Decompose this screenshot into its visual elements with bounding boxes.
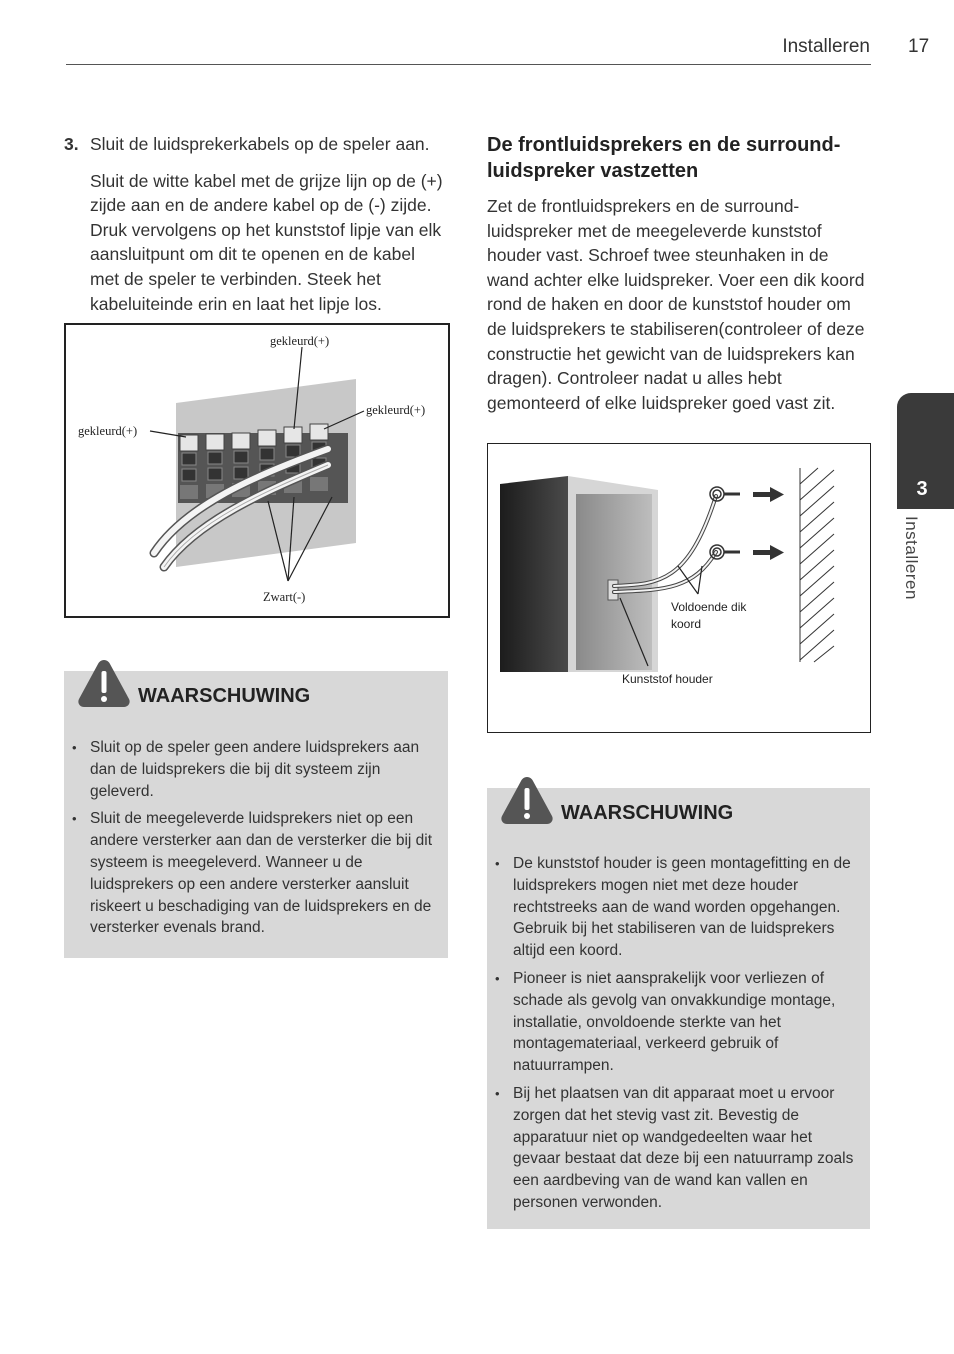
chapter-label: Installeren xyxy=(902,516,921,600)
warning-icon xyxy=(76,657,132,709)
step-3 xyxy=(64,132,448,330)
terminal-illustration xyxy=(66,325,448,616)
header-divider xyxy=(66,64,871,65)
label-left: gekleurd(+) xyxy=(78,424,138,438)
warning-box-1 xyxy=(64,671,448,958)
warning-list-1 xyxy=(72,737,438,945)
wall-hatch xyxy=(800,468,834,662)
warning-box-2 xyxy=(487,788,870,1229)
warning-list-2 xyxy=(495,853,860,1220)
speaker-terminal-figure xyxy=(64,323,450,618)
section-heading: De frontluidsprekers en de surround-luidspreker vastzetten xyxy=(487,134,841,182)
warning-item: • Sluit op de speler geen andere luidsprekers aan dan de luidsprekers die bij dit systeem zijn geleverd. xyxy=(72,737,438,802)
wall-hooks xyxy=(710,487,740,559)
label-cord-line1: Voldoende dik xyxy=(671,600,747,614)
warning-icon xyxy=(499,774,555,826)
step-details: Sluit de witte kabel met de grijze lijn op de (+) zijde aan en de andere kabel op de (-) zijde. Druk vervolgens op het kunststof lipje van elk aansluitpunt om dit te openen en de kabel met de speler te verbinden. Steek het kabeluiteinde erin en laat het lipje los. xyxy=(90,170,443,314)
page-number: 17 xyxy=(908,36,930,57)
warning-item: • Pioneer is niet aansprakelijk voor verliezen of schade als gevolg van onvakkundige montage, installatie, onvoldoende sterkte van het montagemateriaal, verkeerd gebruik of natuurrampen. xyxy=(495,968,860,1077)
warning-item: • De kunststof houder is geen montagefitting en de luidsprekers mogen niet met deze houder rechtstreeks aan de wand worden opgehangen. Gebruik bij het stabiliseren van de luidsprekers altijd een koord. xyxy=(495,853,860,962)
header-section-title: Installeren xyxy=(782,36,870,57)
label-bottom: Zwart(-) xyxy=(263,590,306,604)
warning-title: WAARSCHUWING xyxy=(138,685,311,707)
step-instruction: Sluit de luidsprekerkabels op de speler aan. xyxy=(90,134,430,154)
warning-item: • Sluit de meegeleverde luidsprekers niet op een andere versterker aan dan de versterker die bij dit systeem is meegeleverd. Wanneer u de luidsprekers op een andere versterker aansluit riskeert u beschadiging van de luidsprekers en de versterker evenals brand. xyxy=(72,808,438,939)
speaker-cabinet xyxy=(500,476,658,672)
direction-arrows xyxy=(753,487,784,560)
wall-mount-illustration xyxy=(488,444,870,732)
wall-mount-figure xyxy=(487,443,871,733)
chapter-number: 3 xyxy=(916,478,928,500)
warning-title: WAARSCHUWING xyxy=(561,802,734,824)
label-right: gekleurd(+) xyxy=(366,403,426,417)
step-number: 3. xyxy=(64,134,79,154)
warning-item: • Bij het plaatsen van dit apparaat moet u ervoor zorgen dat het stevig vast zit. Bevestig de apparatuur niet op wandgedeelten waar het gevaar bestaat dat deze bij een natuurramp zoals een aardbeving van de wand kan vallen en personen verwonden. xyxy=(495,1083,860,1214)
section-body: Zet de frontluidsprekers en de surround-luidspreker met de meegeleverde kunststof houder vast. Schroef twee steunhaken in de wand achter elke luidspreker. Voer een dik koord rond de haken en door de kunststof houder om de luidsprekers te stabiliseren(controleer of deze constructie het gewicht van de luidsprekers kan dragen). Controleer nadat u alles hebt gemonteerd of elke luidspreker goed vast zit. xyxy=(487,196,865,413)
label-holder: Kunststof houder xyxy=(622,672,713,686)
label-top: gekleurd(+) xyxy=(270,334,330,348)
label-cord-line2: koord xyxy=(671,617,702,631)
mounting-section xyxy=(487,132,871,415)
